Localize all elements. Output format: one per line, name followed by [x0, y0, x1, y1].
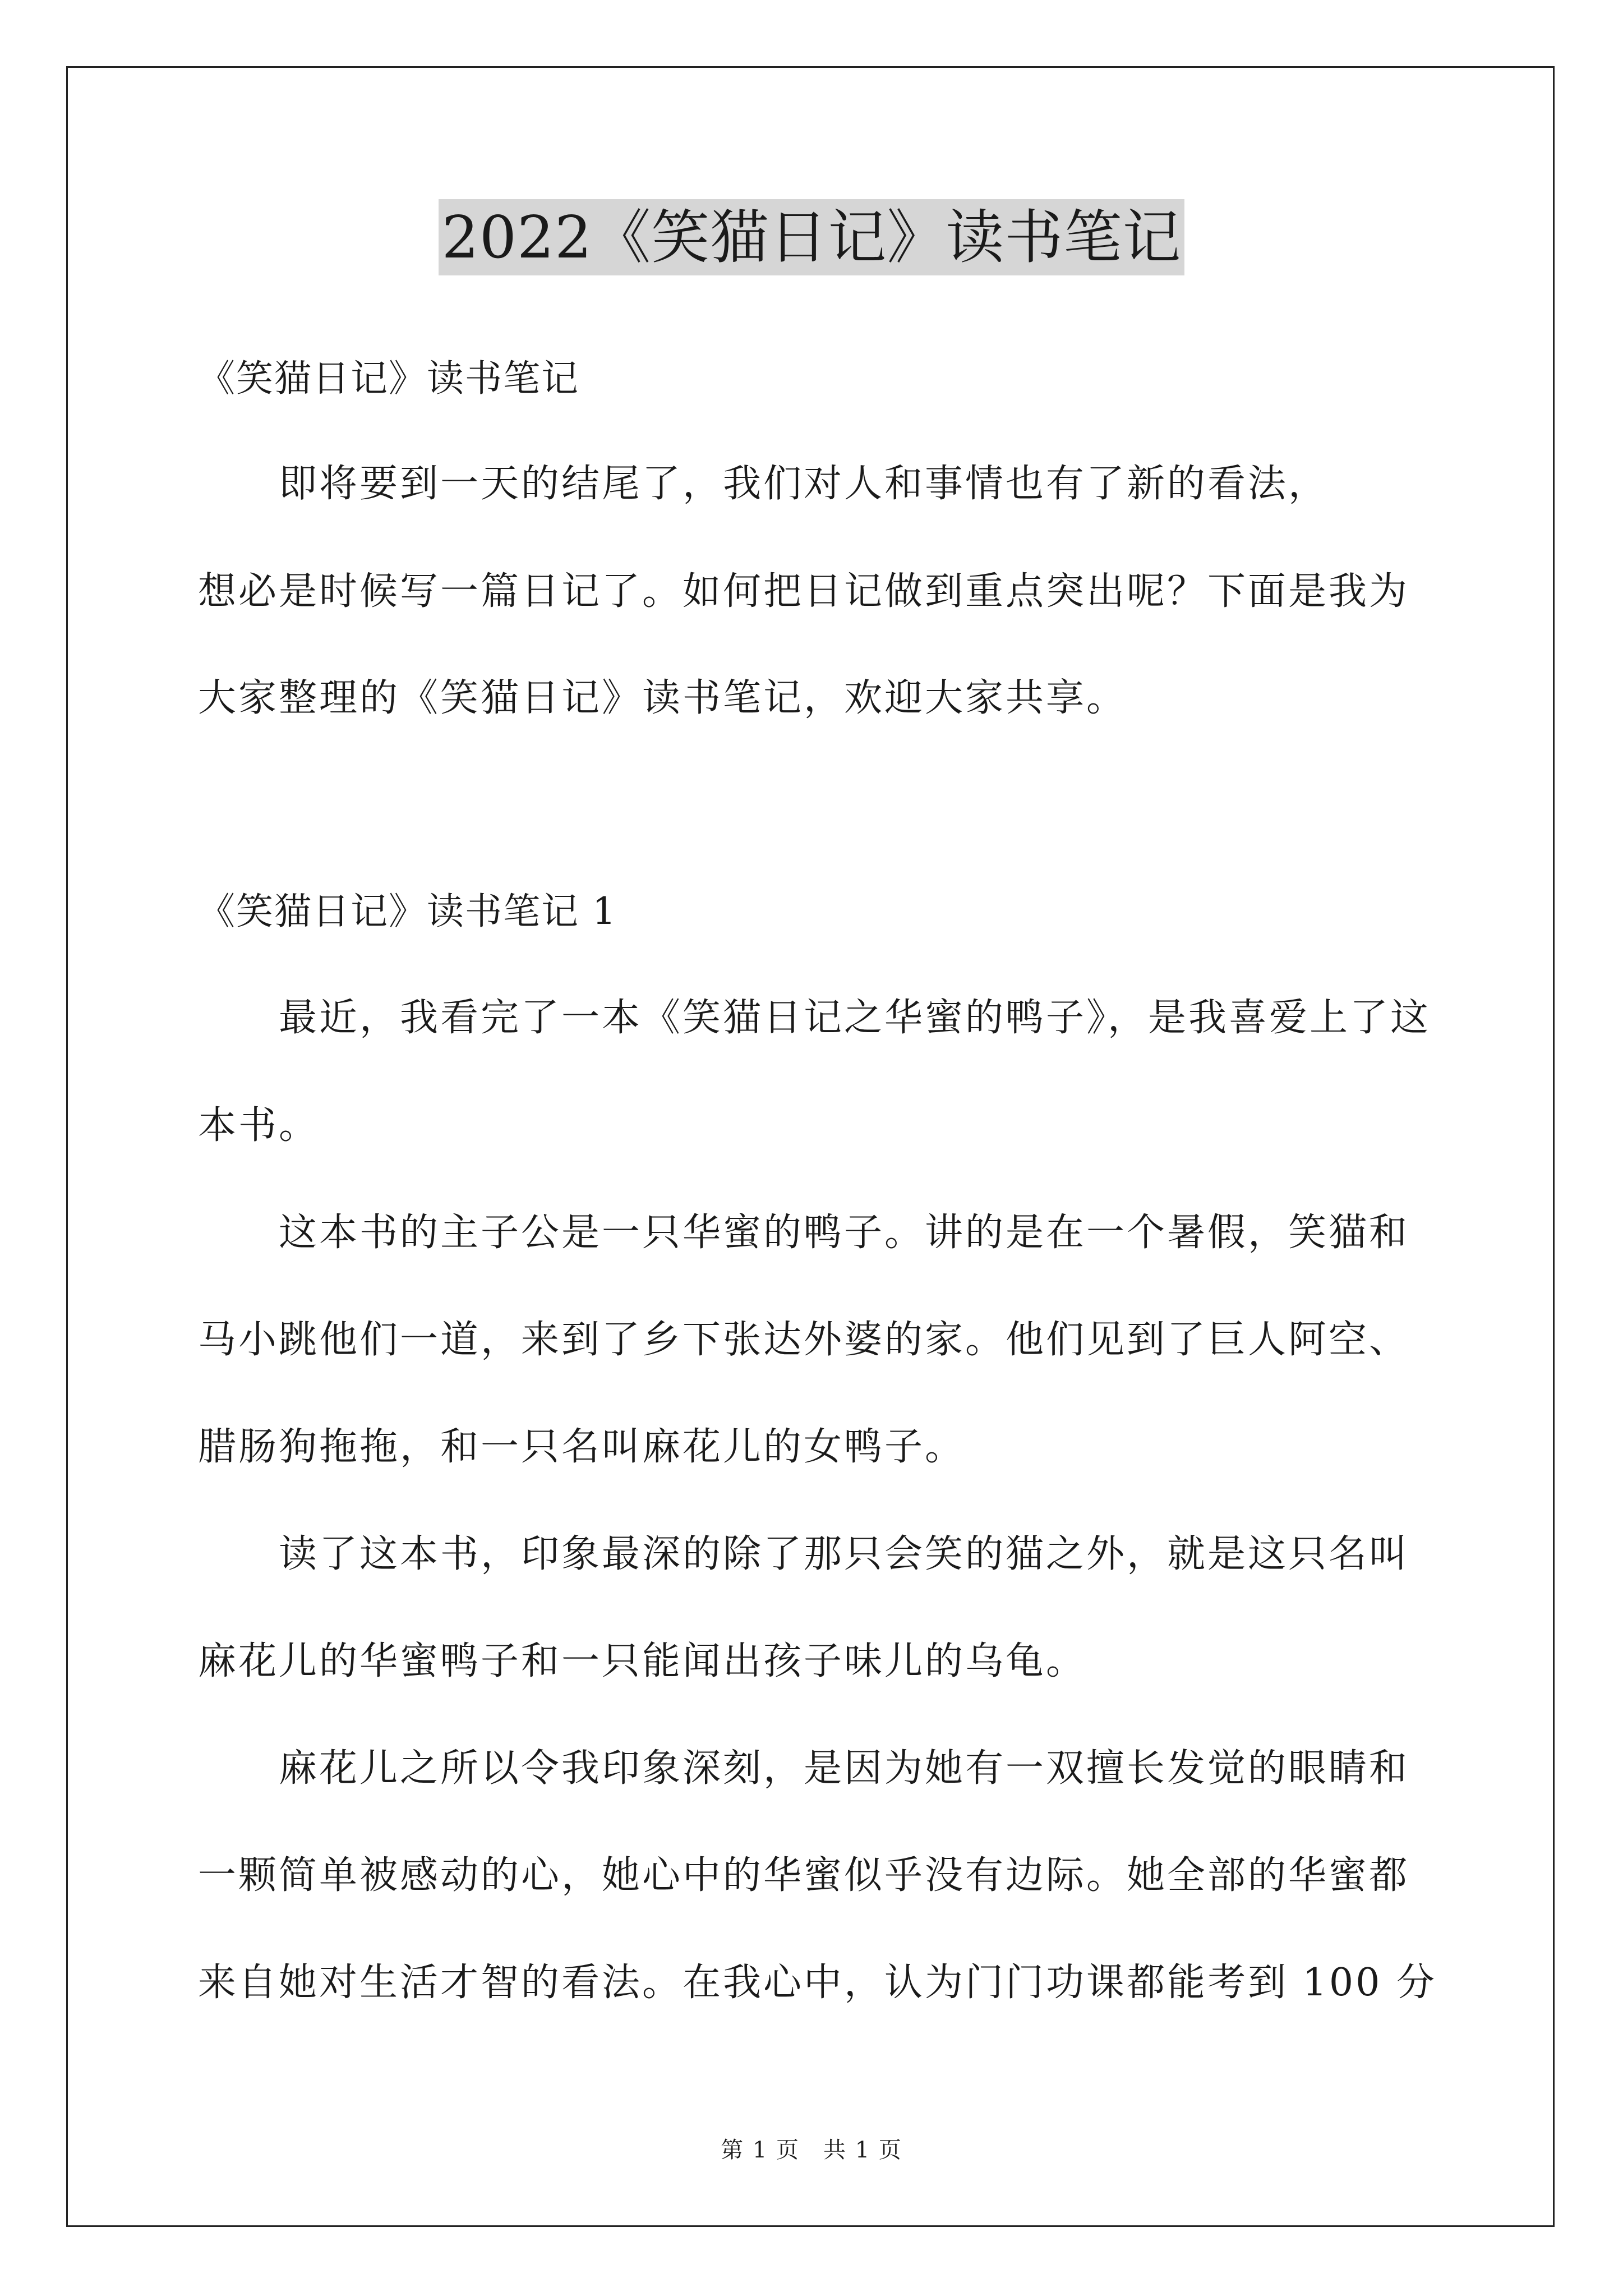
body-line: 本书。	[198, 1103, 320, 1148]
body-line: 麻花儿的华蜜鸭子和一只能闻出孩子味儿的乌龟。	[198, 1639, 1087, 1683]
body-line: 这本书的主子公是一只华蜜的鸭子。讲的是在一个暑假，笑猫和	[198, 1211, 1410, 1255]
document-title: 2022《笑猫日记》读书笔记	[439, 199, 1185, 275]
intro-heading: 《笑猫日记》读书笔记	[198, 357, 579, 400]
body-line: 最近，我看完了一本《笑猫日记之华蜜的鸭子》，是我喜爱上了这	[198, 996, 1431, 1040]
body-line: 腊肠狗拖拖，和一只名叫麻花儿的女鸭子。	[198, 1425, 966, 1469]
page-footer: 第 1 页 共 1 页	[721, 2137, 902, 2163]
intro-line: 大家整理的《笑猫日记》读书笔记，欢迎大家共享。	[198, 676, 1127, 720]
intro-line: 即将要到一天的结尾了，我们对人和事情也有了新的看法，	[198, 462, 1329, 506]
section-heading: 《笑猫日记》读书笔记 1	[198, 890, 617, 933]
body-line: 麻花儿之所以令我印象深刻，是因为她有一双擅长发觉的眼睛和	[198, 1746, 1410, 1791]
body-line: 来自她对生活才智的看法。在我心中，认为门门功课都能考到 100 分	[198, 1961, 1437, 2005]
intro-line: 想必是时候写一篇日记了。如何把日记做到重点突出呢？下面是我为	[198, 569, 1410, 614]
body-line: 马小跳他们一道，来到了乡下张达外婆的家。他们见到了巨人阿空、	[198, 1318, 1410, 1362]
title-container	[0, 199, 1623, 275]
body-line: 一颗简单被感动的心，她心中的华蜜似乎没有边际。她全部的华蜜都	[198, 1853, 1410, 1898]
body-line: 读了这本书，印象最深的除了那只会笑的猫之外，就是这只名叫	[198, 1532, 1410, 1576]
